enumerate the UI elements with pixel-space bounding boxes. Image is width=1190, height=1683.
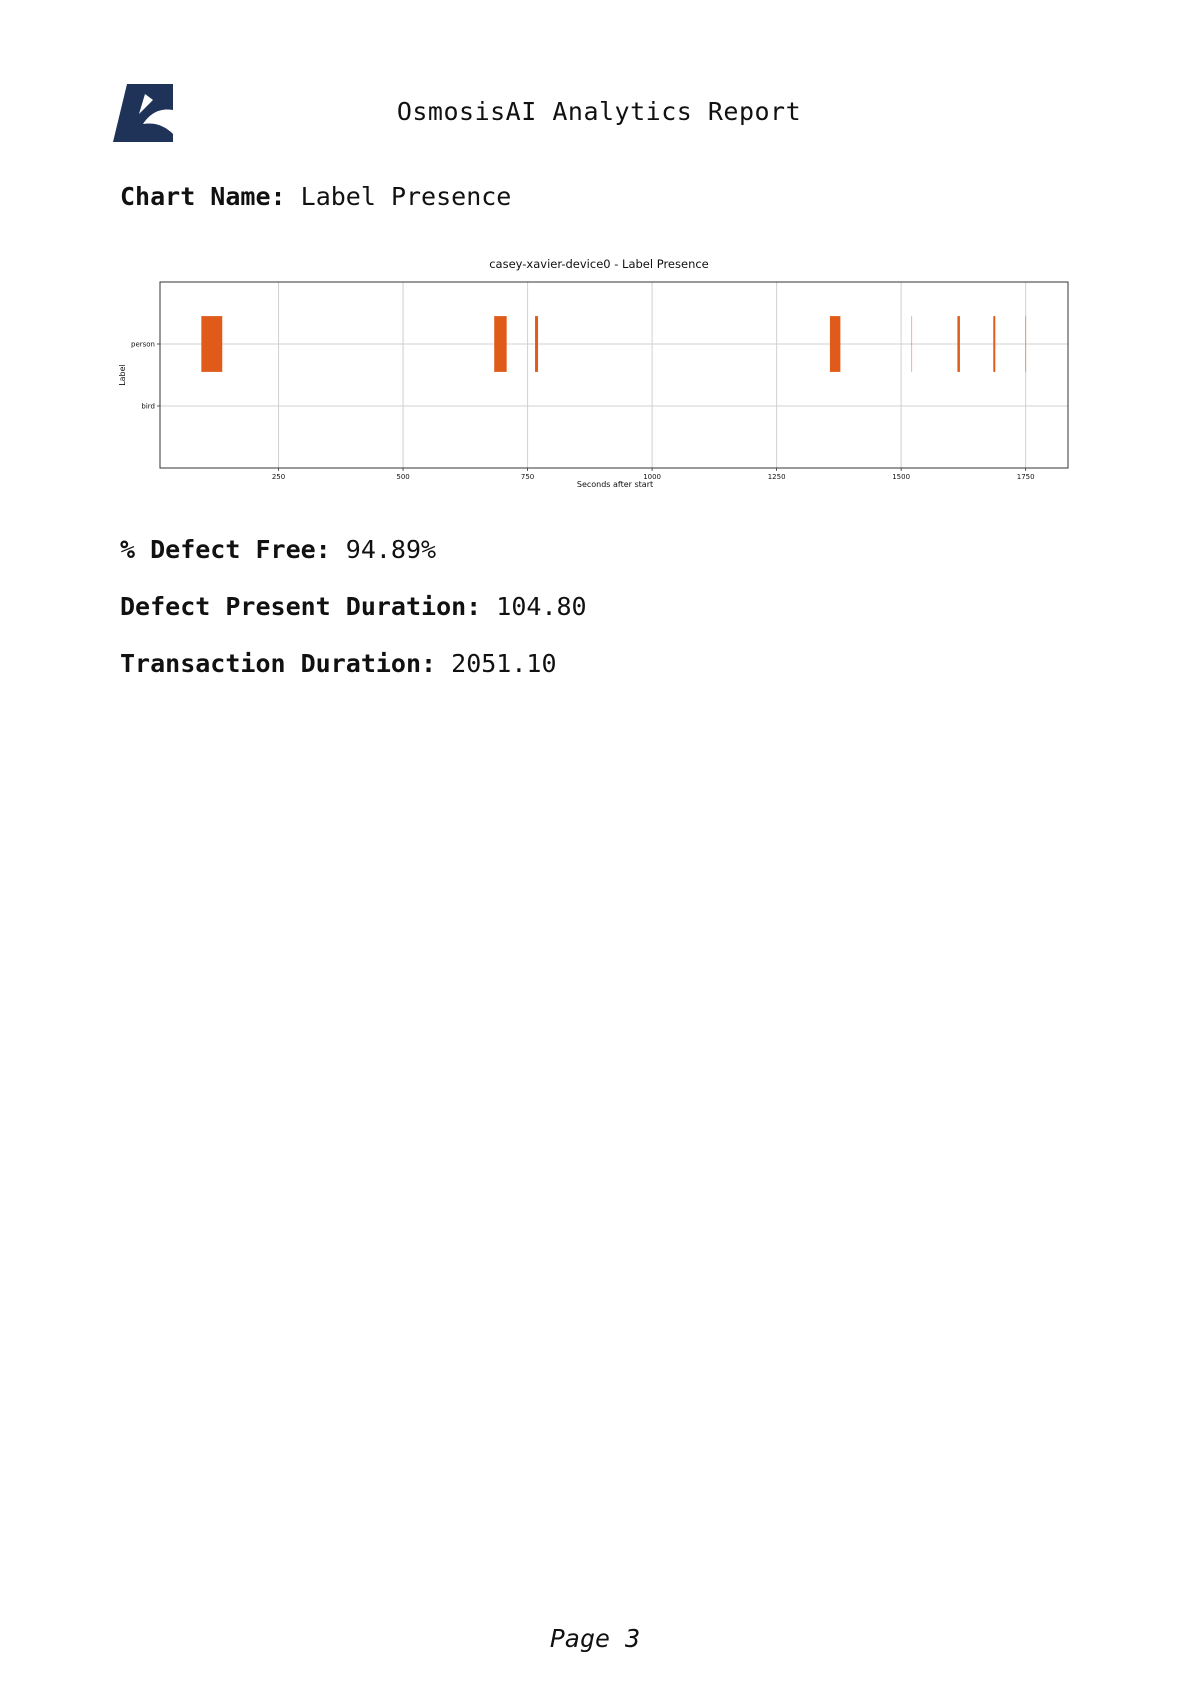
label-presence-chart: [110, 250, 1090, 500]
x-tick-label: 1000: [643, 473, 662, 481]
presence-bar-person: [201, 316, 222, 372]
presence-bar-person: [957, 316, 959, 372]
defect-free-value: 94.89%: [345, 535, 437, 564]
defect-free-row: [120, 535, 436, 564]
defect-duration-value: 104.80: [496, 592, 587, 621]
x-tick-label: 1500: [892, 473, 911, 481]
presence-bar-person: [1025, 316, 1026, 372]
y-tick-label: bird: [141, 402, 155, 411]
chart-title: casey-xavier-device0 - Label Presence: [489, 257, 709, 271]
report-title: OsmosisAI Analytics Report: [396, 97, 802, 126]
transaction-duration-label: Transaction Duration:: [120, 649, 437, 678]
x-axis-label: Seconds after start: [576, 480, 654, 489]
presence-bar-person: [535, 316, 538, 372]
presence-bar-person: [494, 316, 506, 372]
chart-svg: [110, 250, 1090, 500]
x-tick-label: 750: [520, 473, 535, 481]
x-tick-label: 250: [271, 473, 286, 481]
x-tick-label: 1750: [1016, 473, 1035, 481]
presence-bar-person: [993, 316, 995, 372]
chart-name-label: Chart Name:: [120, 182, 286, 211]
defect-free-label: % Defect Free:: [120, 535, 331, 564]
presence-bar-person: [911, 316, 912, 372]
defect-duration-row: [120, 592, 587, 621]
plot-frame: [160, 282, 1068, 468]
presence-bar-person: [830, 316, 840, 372]
x-tick-label: 500: [396, 473, 410, 481]
defect-duration-label: Defect Present Duration:: [120, 592, 482, 621]
y-axis-label: Label: [118, 364, 127, 386]
chart-name-row: [120, 182, 511, 211]
transaction-duration-value: 2051.10: [451, 649, 557, 678]
y-tick-label: person: [131, 340, 155, 349]
x-tick-label: 1250: [767, 473, 786, 481]
chart-name-value: Label Presence: [300, 182, 512, 211]
page-number: Page 3: [549, 1624, 641, 1653]
transaction-duration-row: [120, 649, 557, 678]
